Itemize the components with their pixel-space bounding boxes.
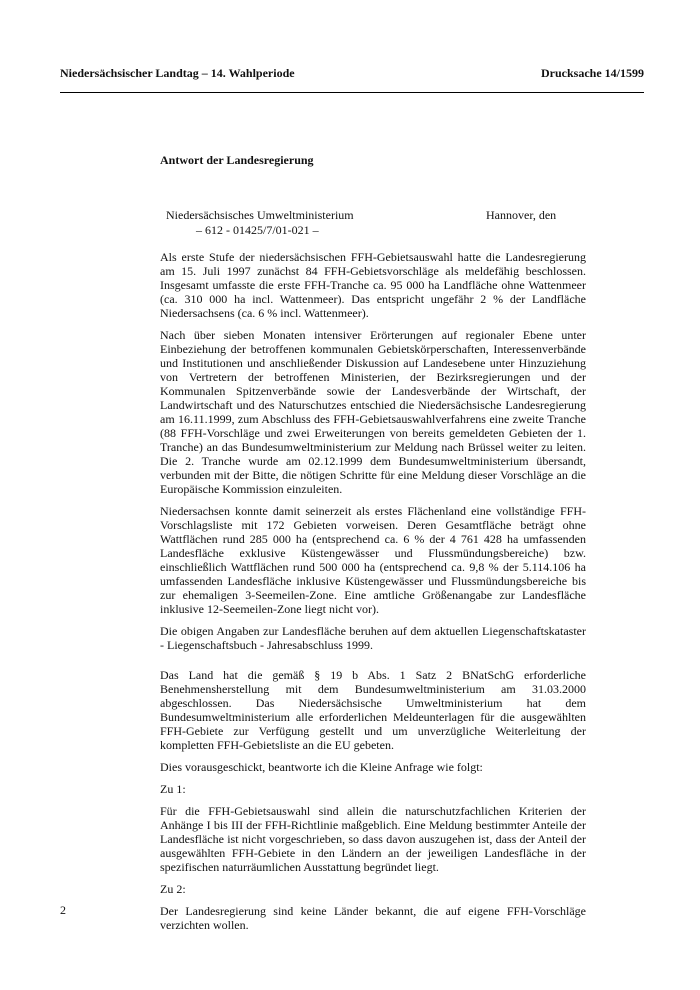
place-date: Hannover, den	[486, 208, 557, 222]
answer-text-2: Der Landesregierung sind keine Länder bekannt, die auf eigene FFH-Vorschläge verzichten wollen.	[160, 904, 586, 932]
paragraph-benehmen: Das Land hat die gemäß § 19 b Abs. 1 Satz 2 BNatSchG erforderliche Benehmensherstellung mit dem Bundesumweltministerium am 31.03.2000 abgeschlossen. Das Niedersächsische Umweltministerium hat dem Bundesumweltministerium alle erforderlichen Meldeunterlagen für die ausgewählten FFH-Gebiete zur Verfügung gestellt und um unverzügliche Weiterleitung der kompletten FFH-Gebietsliste an die EU gebeten.	[160, 668, 586, 752]
paragraph-second-tranche: Nach über sieben Monaten intensiver Erörterungen auf regionaler Ebene unter Einbeziehung der betroffenen kommunalen Gebietskörperschaften, Interessenverbände und Institutionen und anschließender Diskussion auf Landesebene unter Hinzuziehung von Vertretern der betroffenen Ministerien, der Bezirksregierungen und der Kommunalen Spitzenverbände sowie der Landesverbände der Wirtschaft, der Landwirtschaft und des Naturschutzes entschied die Niedersächsische Landesregierung am 16.11.1999, zum Abschluss des FFH-Gebietsauswahlverfahrens eine zweite Tranche (88 FFH-Vorschläge und zwei Erweiterungen von bereits gemeldeten Gebieten der 1. Tranche) an das Bundesumweltministerium zur Meldung nach Brüssel weiter zu leiten. Die 2. Tranche wurde am 02.12.1999 dem Bundesumweltministerium übersandt, verbunden mit der Bitte, die nötigen Schritte für eine Meldung dieser Vorschläge an die Europäische Kommission einzuleiten.	[160, 328, 586, 496]
header-divider	[60, 92, 644, 93]
paragraph-intro-answer: Dies vorausgeschickt, beantworte ich die Kleine Anfrage wie folgt:	[160, 760, 483, 774]
paragraph-data-source: Die obigen Angaben zur Landesfläche beruhen auf dem aktuellen Liegenschaftskataster - Liegenschaftsbuch - Jahresabschluss 1999.	[160, 624, 586, 652]
paragraph-first-tranche: Als erste Stufe der niedersächsischen FFH-Gebietsauswahl hatte die Landesregierung am 15. Juli 1997 zunächst 84 FFH-Gebietsvorschläge als meldefähig beschlossen. Insgesamt umfasste die erste FFH-Tranche ca. 95 000 ha Landfläche ohne Wattenmeer (ca. 310 000 ha incl. Wattenmeer). Das entspricht ungefähr 2 % der Landfläche Niedersachsens (ca. 6 % incl. Wattenmeer).	[160, 250, 586, 320]
answer-heading-2: Zu 2:	[160, 882, 186, 896]
page-number: 2	[60, 903, 66, 917]
body-text	[160, 250, 586, 940]
answer-text-1: Für die FFH-Gebietsauswahl sind allein die naturschutzfachlichen Kriterien der Anhänge I bis III der FFH-Richtlinie maßgeblich. Eine Meldung bestimmter Anteile der Landesfläche ist nicht vorgeschrieben, so dass davon auszugehen ist, dass der Anteil der ausgewählten FFH-Gebiete in den Ländern an der jeweiligen Landesfläche in der spezifischen naturräumlichen Ausstattung begründet liegt.	[160, 804, 586, 874]
sender-reference: – 612 - 01425/7/01-021 –	[196, 223, 319, 237]
header-document-number: Drucksache 14/1599	[541, 66, 644, 80]
answer-heading-1: Zu 1:	[160, 782, 186, 796]
header-parliament: Niedersächsischer Landtag – 14. Wahlperiode	[60, 66, 295, 80]
paragraph-area-summary: Niedersachsen konnte damit seinerzeit als erstes Flächenland eine vollständige FFH-Vorschlagsliste mit 172 Gebieten vorweisen. Deren Gesamtfläche beträgt ohne Wattflächen rund 285 000 ha (entsprechend ca. 6 % der 4 761 428 ha umfassenden Landesfläche exklusive Küstengewässer und Flussmündungsbereiche) bzw. einschließlich Wattflächen rund 500 000 ha (entsprechend ca. 9,8 % der 5.114.106 ha umfassenden Landesfläche inklusive Küstengewässer und Flussmündungsbereiche bis zur ehemaligen 3-Seemeilen-Zone. Eine amtliche Größenangabe zur Landesfläche inklusive 12-Seemeilen-Zone liegt nicht vor).	[160, 504, 586, 616]
document-title: Antwort der Landesregierung	[160, 153, 314, 167]
sender-ministry: Niedersächsisches Umweltministerium	[166, 208, 354, 222]
